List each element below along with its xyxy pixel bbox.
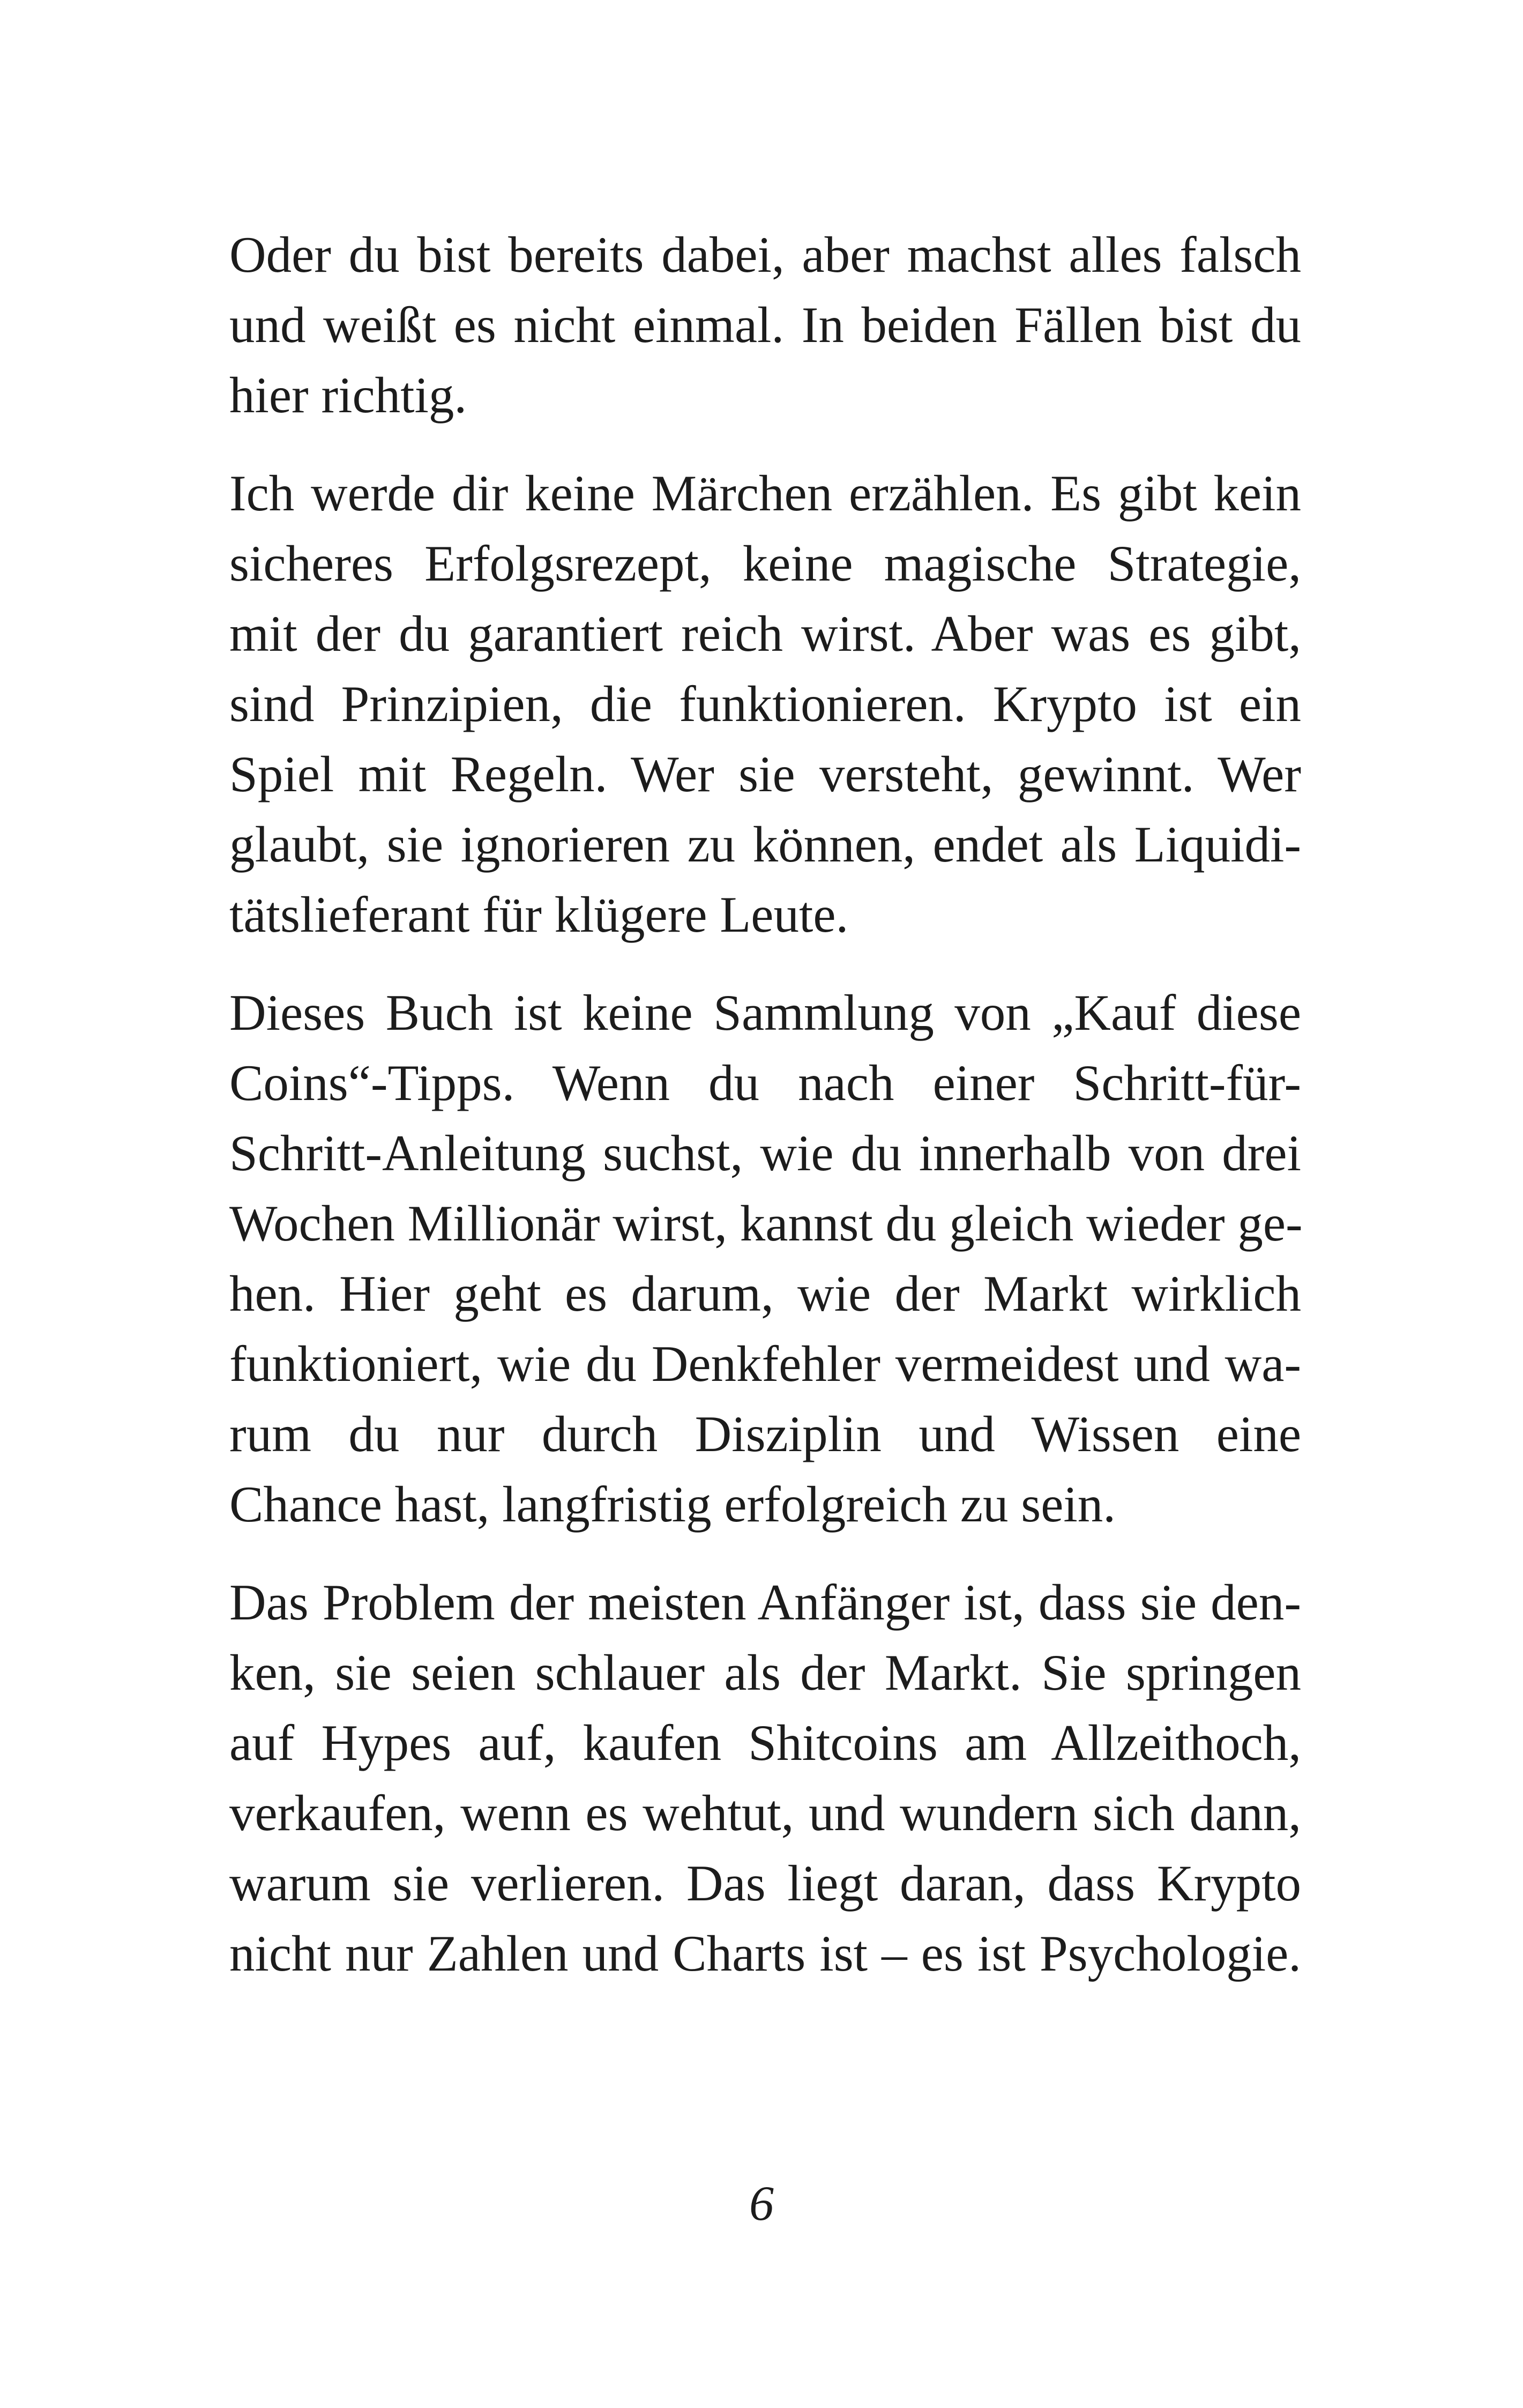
- text-line: Spiel mit Regeln. Wer sie versteht, gewinnt. Wer: [229, 746, 1301, 802]
- text-line: glaubt, sie ignorieren zu können, endet als Liquidi-: [229, 816, 1301, 873]
- text-line: Chance hast, langfristig erfolgreich zu sein.: [229, 1476, 1116, 1533]
- paragraph-1: [229, 220, 1301, 430]
- text-line: sind Prinzipien, die funktionieren. Krypto ist ein: [229, 675, 1301, 732]
- paragraph-2: [229, 458, 1301, 950]
- text-line: und weißt es nicht einmal. In beiden Fällen bist du: [229, 296, 1301, 353]
- text-line: Coins“-Tipps. Wenn du nach einer Schritt-für-: [229, 1054, 1301, 1111]
- text-line: verkaufen, wenn es wehtut, und wundern sich dann,: [229, 1785, 1301, 1841]
- text-line: Schritt-Anleitung suchst, wie du innerhalb von drei: [229, 1125, 1301, 1181]
- text-line: Das Problem der meisten Anfänger ist, dass sie den-: [229, 1574, 1301, 1631]
- text-line: nicht nur Zahlen und Charts ist – es ist Psychologie.: [229, 1925, 1301, 1982]
- text-line: sicheres Erfolgsrezept, keine magische Strategie,: [229, 535, 1301, 592]
- text-line: auf Hypes auf, kaufen Shitcoins am Allzeithoch,: [229, 1714, 1301, 1771]
- text-line: Oder du bist bereits dabei, aber machst alles falsch: [229, 226, 1301, 283]
- text-line: rum du nur durch Disziplin und Wissen eine: [229, 1406, 1301, 1462]
- text-line: Ich werde dir keine Märchen erzählen. Es gibt kein: [229, 465, 1301, 522]
- text-line: tätslieferant für klügere Leute.: [229, 886, 849, 943]
- text-line: ken, sie seien schlauer als der Markt. Sie springen: [229, 1644, 1301, 1701]
- page-number: 6: [749, 2176, 774, 2231]
- text-line: warum sie verlieren. Das liegt daran, dass Krypto: [229, 1855, 1301, 1912]
- text-line: hen. Hier geht es darum, wie der Markt wirklich: [229, 1265, 1301, 1322]
- text-line: Wochen Millionär wirst, kannst du gleich wieder ge-: [229, 1195, 1303, 1252]
- text-line: Dieses Buch ist keine Sammlung von „Kauf diese: [229, 984, 1301, 1041]
- paragraph-4: [229, 1567, 1301, 1989]
- text-line: mit der du garantiert reich wirst. Aber was es gibt,: [229, 605, 1301, 662]
- paragraph-3: [229, 978, 1301, 1540]
- body-text: [229, 220, 1301, 2017]
- text-line: hier richtig.: [229, 367, 467, 423]
- text-line: funktioniert, wie du Denkfehler vermeidest und wa-: [229, 1335, 1301, 1392]
